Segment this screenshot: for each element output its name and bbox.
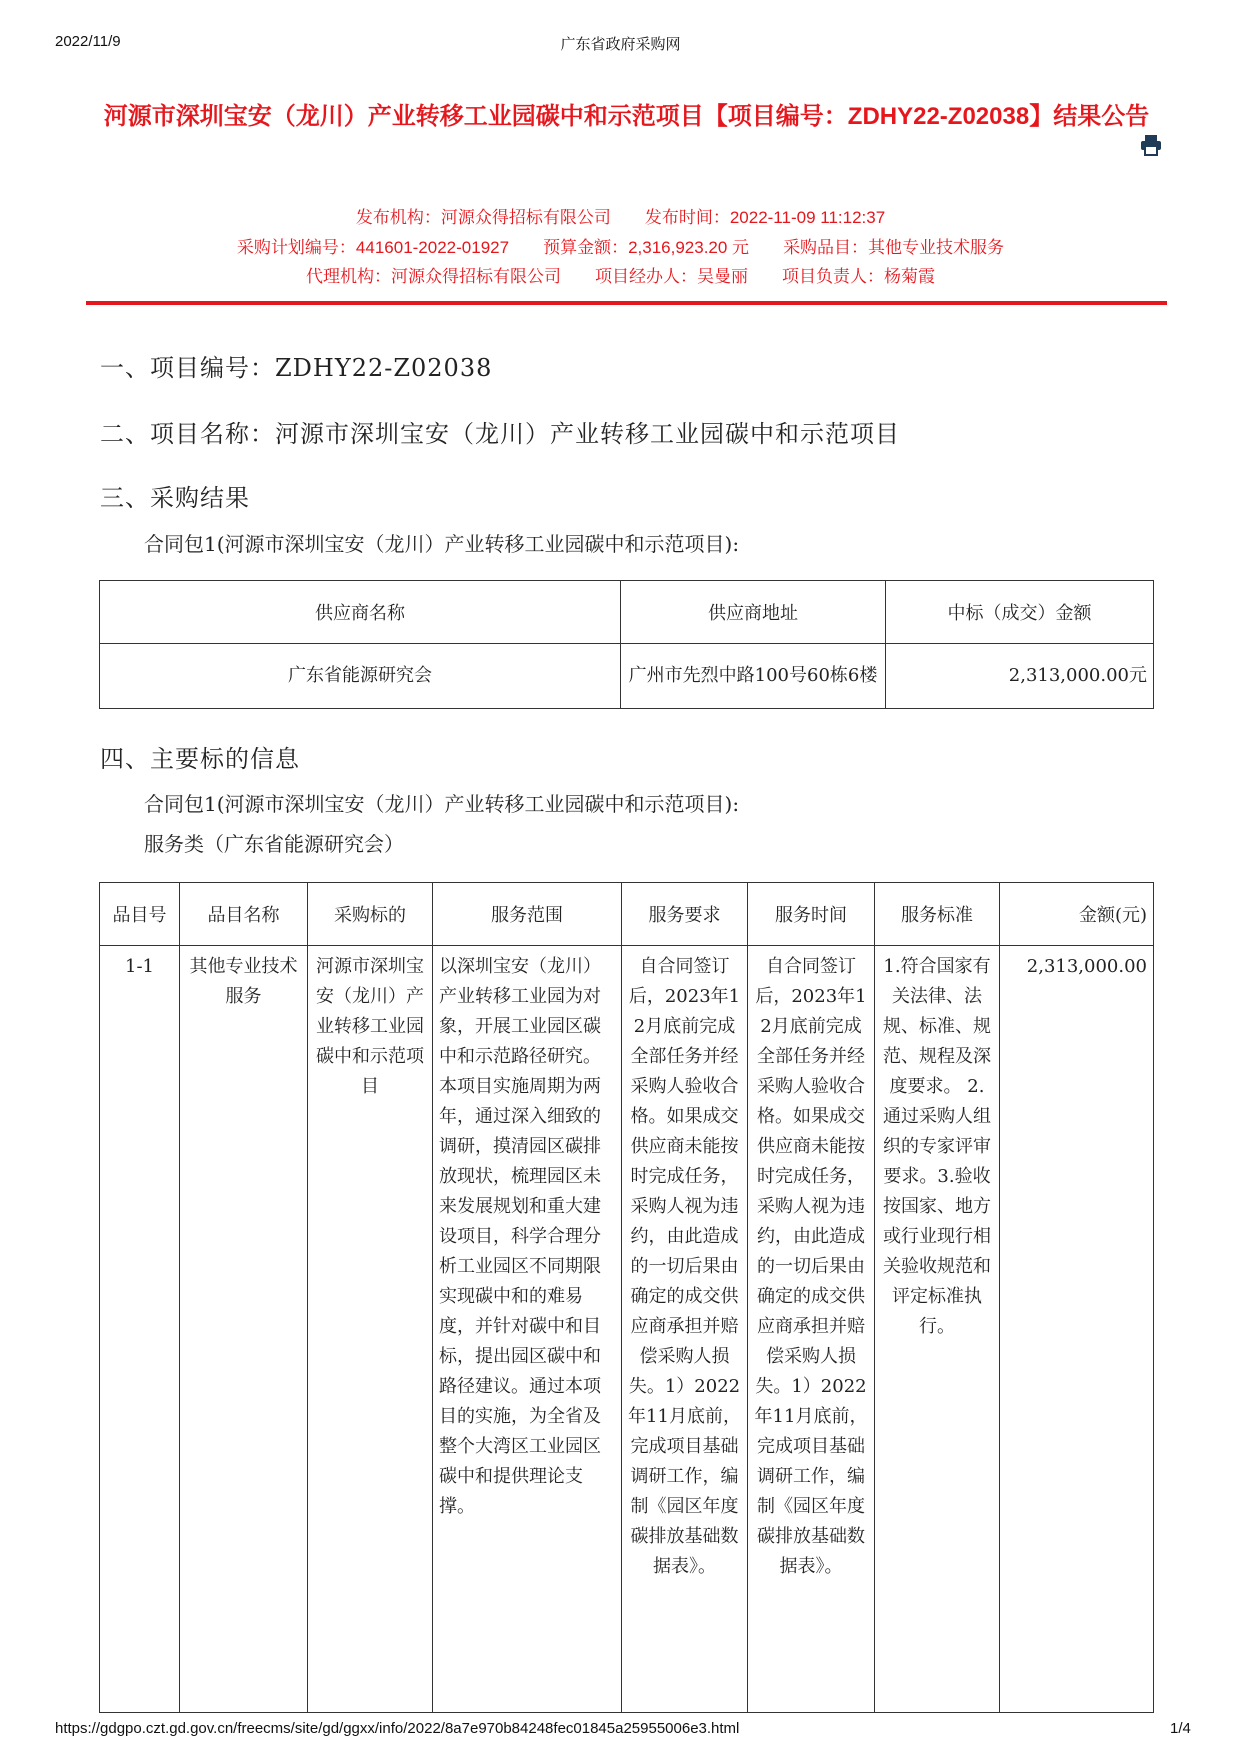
package-label: 合同包1(河源市深圳宝安（龙川）产业转移工业园碳中和示范项目): — [144, 532, 740, 556]
handler: 项目经办人：吴曼丽 — [595, 267, 748, 286]
section-project-name: 二、项目名称：河源市深圳宝安（龙川）产业转移工业园碳中和示范项目 — [100, 420, 900, 448]
award-amount: 2,313,000.00元 — [886, 644, 1154, 709]
divider — [86, 301, 1167, 305]
standard: 1.符合国家有关法律、法规、标准、规范、规程及深度要求。 2.通过采购人组织的专家评审要求。3.验收按国家、地方或行业现行相关验收规范和评定标准执行。 — [875, 946, 1000, 1713]
printer-icon[interactable] — [1140, 134, 1162, 156]
service-type: 服务类（广东省能源研究会） — [144, 832, 404, 856]
plan-number: 采购计划编号：441601-2022-01927 — [236, 238, 510, 257]
col-requirement: 服务要求 — [622, 883, 748, 946]
result-table — [99, 580, 1154, 709]
table-row — [100, 946, 1154, 1713]
page-number: 1/4 — [1170, 1720, 1191, 1737]
time: 自合同签订后，2023年12月底前完成全部任务并经采购人验收合格。如果成交供应商未能按时完成任务，采购人视为违约，由此造成的一切后果由确定的成交供应商承担并赔偿采购人损失。1）2022年11月底前，完成项目基础调研工作，编制《园区年度碳排放基础数据表》。 — [748, 946, 875, 1713]
col-scope: 服务范围 — [433, 883, 622, 946]
col-item-name: 品目名称 — [180, 883, 308, 946]
col-supplier: 供应商名称 — [100, 581, 621, 644]
section-main-info: 四、主要标的信息 — [100, 745, 300, 773]
page-title: 河源市深圳宝安（龙川）产业转移工业园碳中和示范项目【项目编号：ZDHY22-Z02038】结果公告 — [103, 103, 1150, 130]
col-address: 供应商地址 — [621, 581, 886, 644]
col-amount: 中标（成交）金额 — [886, 581, 1154, 644]
budget: 预算金额：2,316,923.20 元 — [543, 238, 750, 257]
package-label: 合同包1(河源市深圳宝安（龙川）产业转移工业园碳中和示范项目): — [144, 792, 740, 816]
col-standard: 服务标准 — [875, 883, 1000, 946]
requirement: 自合同签订后，2023年12月底前完成全部任务并经采购人验收合格。如果成交供应商未能按时完成任务，采购人视为违约，由此造成的一切后果由确定的成交供应商承担并赔偿采购人损失。1）2022年11月底前，完成项目基础调研工作，编制《园区年度碳排放基础数据表》。 — [622, 946, 748, 1713]
item-table — [99, 882, 1154, 1713]
table-header — [100, 883, 1154, 946]
category: 采购品目：其他专业技术服务 — [783, 238, 1005, 257]
amount: 2,313,000.00 — [1000, 946, 1154, 1713]
subject: 河源市深圳宝安（龙川）产业转移工业园碳中和示范项目 — [308, 946, 433, 1713]
section-project-number: 一、项目编号：ZDHY22-Z02038 — [100, 354, 493, 382]
col-amount: 金额(元) — [1000, 883, 1154, 946]
agency: 代理机构：河源众得招标有限公司 — [306, 267, 561, 286]
publish-time: 发布时间：2022-11-09 11:12:37 — [644, 208, 886, 227]
publisher: 发布机构：河源众得招标有限公司 — [355, 208, 611, 227]
col-item-no: 品目号 — [100, 883, 180, 946]
section-result: 三、采购结果 — [100, 484, 250, 512]
item-name: 其他专业技术服务 — [180, 946, 308, 1713]
page-url: https://gdgpo.czt.gd.gov.cn/freecms/site/gd/ggxx/info/2022/8a7e970b84248fec01845a25955006e3.html — [55, 1720, 740, 1737]
table-header — [100, 581, 1154, 644]
print-date: 2022/11/9 — [55, 33, 121, 50]
col-time: 服务时间 — [748, 883, 875, 946]
col-subject: 采购标的 — [308, 883, 433, 946]
supplier-name: 广东省能源研究会 — [100, 644, 621, 709]
site-name: 广东省政府采购网 — [560, 36, 681, 53]
item-no: 1-1 — [100, 946, 180, 1713]
meta-line-3 — [0, 262, 1241, 287]
leader: 项目负责人：杨菊霞 — [782, 267, 935, 286]
supplier-address: 广州市先烈中路100号60栋6楼 — [621, 644, 886, 709]
meta-line-1 — [0, 203, 1241, 228]
table-row — [100, 644, 1154, 709]
meta-line-2 — [0, 233, 1241, 258]
scope: 以深圳宝安（龙川）产业转移工业园为对象，开展工业园区碳中和示范路径研究。本项目实施周期为两年，通过深入细致的调研，摸清园区碳排放现状，梳理园区未来发展规划和重大建设项目，科学合理分析工业园区不同期限实现碳中和的难易度，并针对碳中和目标，提出园区碳中和路径建议。通过本项目的实施，为全省及整个大湾区工业园区碳中和提供理论支撑。 — [433, 946, 622, 1713]
